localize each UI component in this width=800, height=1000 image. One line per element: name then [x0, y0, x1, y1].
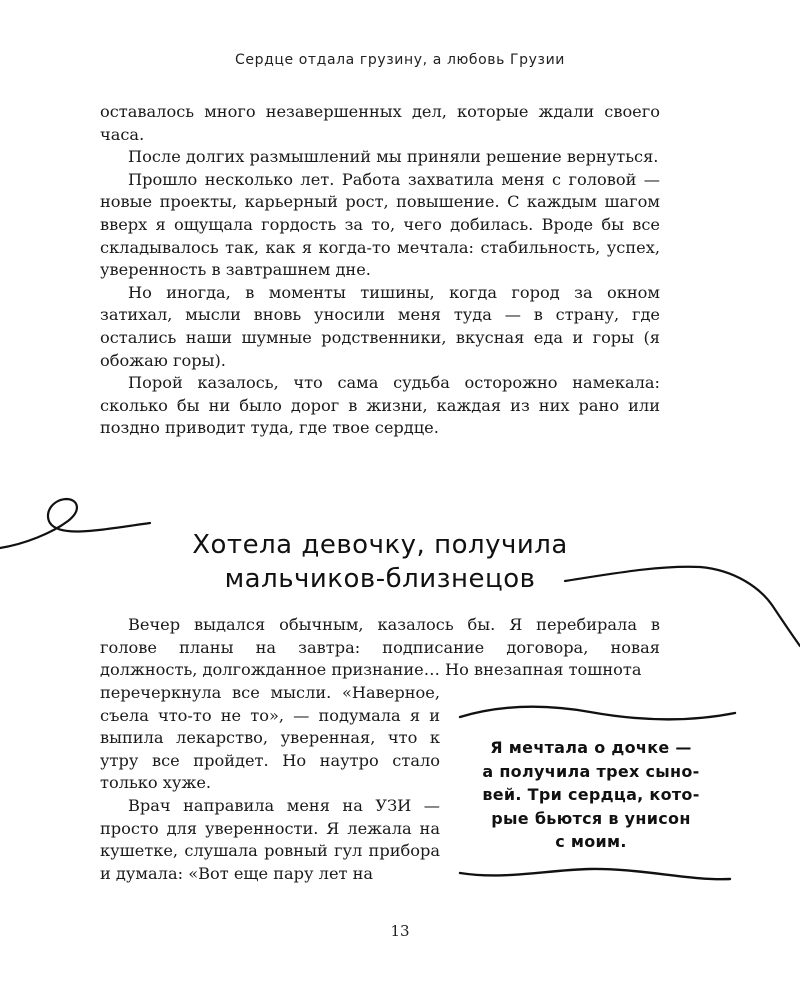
pullquote-line: рые бьются в унисон: [491, 808, 691, 828]
section-heading: [0, 528, 760, 596]
paragraph-continuation: перечеркнула все мысли. «Наверное, съела что-то не то», — подумала я и выпила лекарство, уверенная, что к утру все пройдет. Но наутро стало только хуже.: [100, 683, 440, 793]
paragraph: После долгих размышлений мы приняли решение вернуться.: [128, 147, 659, 167]
pullquote-line: с моим.: [555, 832, 627, 851]
section-heading-line: мальчиков-близнецов: [224, 564, 536, 594]
paragraph: Врач направила меня на УЗИ — просто для уверенности. Я лежала на кушетке, слушала ровный гул прибора и думала: «Вот еще пару лет на: [100, 795, 440, 883]
paragraph: Вечер выдался обычным, казалось бы. Я перебирала в голове планы на завтра: подписание договора, новая должность, долгожданное признание… Но внезапная тошнота: [100, 615, 660, 680]
paragraph: Но иногда, в моменты тишины, когда город за окном затихал, мысли вновь уносили меня туда — в страну, где остались наши шумные родственники, вкусная еда и горы (я обожаю горы).: [100, 282, 660, 370]
pullquote-line: вей. Три сердца, кото-: [482, 785, 700, 804]
section-heading-line: Хотела девочку, получила: [192, 530, 568, 560]
section-intro: [100, 614, 660, 682]
page-number: 13: [390, 922, 410, 940]
pullquote-wave-bottom: [460, 869, 730, 879]
paragraph: Порой казалось, что сама судьба осторожно намекала: сколько бы ни было дорог в жизни, каждая из них рано или поздно приводит туда, где твое сердце.: [100, 373, 660, 438]
pullquote-wave-top: [460, 707, 735, 719]
pullquote: [462, 736, 720, 854]
pullquote-line: а получила трех сыно-: [482, 761, 700, 781]
paragraph-continuation: оставалось много незавершенных дел, которые ждали своего часа.: [100, 102, 660, 144]
running-head: Сердце отдала грузину, а любовь Грузии: [235, 52, 565, 68]
section-column-text: [100, 682, 440, 885]
pullquote-line: Я мечтала о дочке —: [490, 738, 692, 757]
paragraph: Прошло несколько лет. Работа захватила меня с головой — новые проекты, карьерный рост, повышение. С каждым шагом вверх я ощущала гордость за то, чего добилась. Вроде бы все складывалось так, как я когда-то мечтала: стабильность, успех, уверенность в завтрашнем дне.: [100, 169, 660, 280]
